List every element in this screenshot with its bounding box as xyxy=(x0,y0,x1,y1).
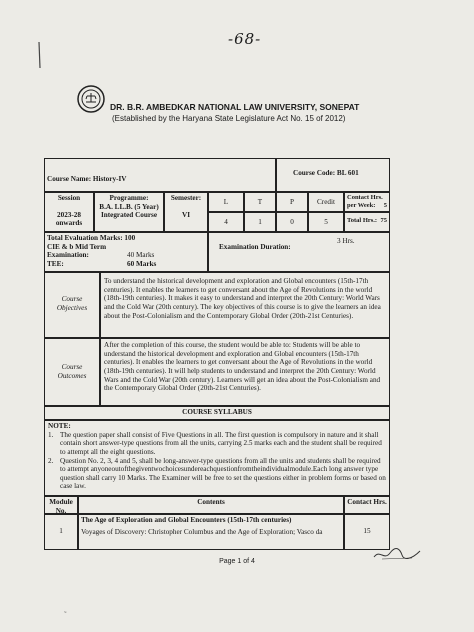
margin-mark xyxy=(34,40,44,70)
course-code: Course Code: BL 601 xyxy=(276,158,390,192)
contact-label: Contact Hrs. per Week: xyxy=(347,194,383,209)
t-value: 1 xyxy=(244,212,276,232)
p-label: P xyxy=(276,192,308,212)
contact-cell xyxy=(344,192,390,212)
module-number: 1 xyxy=(44,514,78,550)
table-row xyxy=(78,514,344,550)
programme-value: B.A. LL.B. (5 Year) Integrated Course xyxy=(99,202,159,220)
cie-label: CIE & b Mid Term xyxy=(47,242,107,251)
note-item: 2. Question No. 2, 3, 4 and 5, shall be long-answer-type questions from all the units and students shall be required to attempt anyoneoutofthegiventwochoicesundereachquestionfromtheindividualmodule.Each long answer type question shall carry 10 Marks. The Examiner will be free to set the questions either in problem forms or based on case law. xyxy=(48,456,386,491)
duration-value: 3 Hrs. xyxy=(337,237,355,245)
session-cell xyxy=(44,192,94,232)
module-text: Voyages of Discovery: Christopher Columbus and the Age of Exploration; Vasco da xyxy=(81,527,323,536)
total-hours-value: 75 xyxy=(380,217,387,224)
programme-label: Programme: xyxy=(109,194,149,202)
stray-mark: ˜ xyxy=(64,610,67,619)
note-item-1: The question paper shall consist of Five Questions in all. The first question is compulsory in nature and it shall contain short answer-type questions from all the units, carrying 2.5 marks each and the student shall be required to attempt all the eight questions. xyxy=(60,430,382,456)
semester-cell xyxy=(164,192,208,232)
note-item-2: Question No. 2, 3, 4 and 5, shall be long-answer-type questions from all the units and students shall be required to attempt anyoneoutofthegiventwochoicesundereachquestionfromtheindividualmodule.Each long answer type question shall carry 10 Marks. The Examiner will be free to set the questions either in problem forms or based on case law. xyxy=(60,456,386,491)
tee-label: TEE: xyxy=(47,259,64,268)
university-seal-icon xyxy=(76,84,106,114)
syllabus-heading: COURSE SYLLABUS xyxy=(44,406,390,420)
contents-header: Contents xyxy=(78,496,344,514)
module-header: Module No. xyxy=(44,496,78,514)
note-box xyxy=(44,420,390,496)
university-name: DR. B.R. AMBEDKAR NATIONAL LAW UNIVERSITY, SONEPAT xyxy=(110,102,360,112)
semester-label: Semester: xyxy=(170,194,202,202)
hours-header: Contact Hrs. xyxy=(344,496,390,514)
evaluation-total: Total Evaluation Marks: 100 xyxy=(47,234,136,242)
total-hours-cell xyxy=(344,212,390,232)
programme-cell xyxy=(94,192,164,232)
note-item: 1. The question paper shall consist of Five Questions in all. The first question is compulsory in nature and it shall contain short answer-type questions from all the units, carrying 2.5 marks each and the student shall be required to attempt all the eight questions. xyxy=(48,431,386,457)
total-hours-label: Total Hrs.: xyxy=(347,217,378,224)
outcomes-text: After the completion of this course, the student would be able to: Students will be able to understand the historical development and exploration and Global encounters (15th-17th centuries). It enables the learners to get conversant about the Age of Revolutions in the world (18th-19th centuries). It will help students to understand and interpret the 20th Century: World Wars and the Cold War (20th century). Learners will get an idea about the Post-Colonialism and the Contemporary Global Order (20th-21st Centuries). xyxy=(100,338,390,406)
session-value: 2023-28 onwards xyxy=(55,210,83,228)
session-label: Session xyxy=(57,194,81,202)
l-label: L xyxy=(208,192,244,212)
module-hours: 15 xyxy=(344,514,390,550)
semester-value: VI xyxy=(182,210,190,219)
tee-value: 60 Marks xyxy=(127,259,157,268)
evaluation-cell xyxy=(44,232,208,272)
exam-label: Examination: xyxy=(47,251,89,260)
outcomes-label: Course Outcomes xyxy=(44,338,100,406)
contact-value: 5 xyxy=(383,201,387,209)
credit-label: Credit xyxy=(308,192,344,212)
university-established: (Established by the Haryana State Legislature Act No. 15 of 2012) xyxy=(112,114,346,123)
page-footer: Page 1 of 4 xyxy=(219,558,255,565)
p-value: 0 xyxy=(276,212,308,232)
course-name: Course Name: History-IV xyxy=(44,158,276,192)
objectives-label: Course Objectives xyxy=(44,272,100,338)
handwritten-page-number: -68- xyxy=(228,30,262,48)
duration-cell xyxy=(208,232,390,272)
cie-value: 40 Marks xyxy=(127,251,155,260)
signature-icon xyxy=(372,545,422,563)
duration-label: Examination Duration: xyxy=(219,243,291,251)
module-title: The Age of Exploration and Global Encounters (15th-17th centuries) xyxy=(81,516,292,524)
t-label: T xyxy=(244,192,276,212)
note-label: NOTE: xyxy=(48,422,71,430)
objectives-text: To understand the historical development and exploration and Global encounters (15th-17th centuries). It enables the learners to get conversant about the Age of Revolutions in the world (18th-19th centuries). It makes it easy to understand and interpret the 20th Century: World Wars and the Cold War (20th century). The key objectives of this course is to give the learners an idea about the Post-Colonialism and the Contemporary Global Order (20th-21st Centuries). xyxy=(100,272,390,338)
credit-value: 5 xyxy=(308,212,344,232)
l-value: 4 xyxy=(208,212,244,232)
